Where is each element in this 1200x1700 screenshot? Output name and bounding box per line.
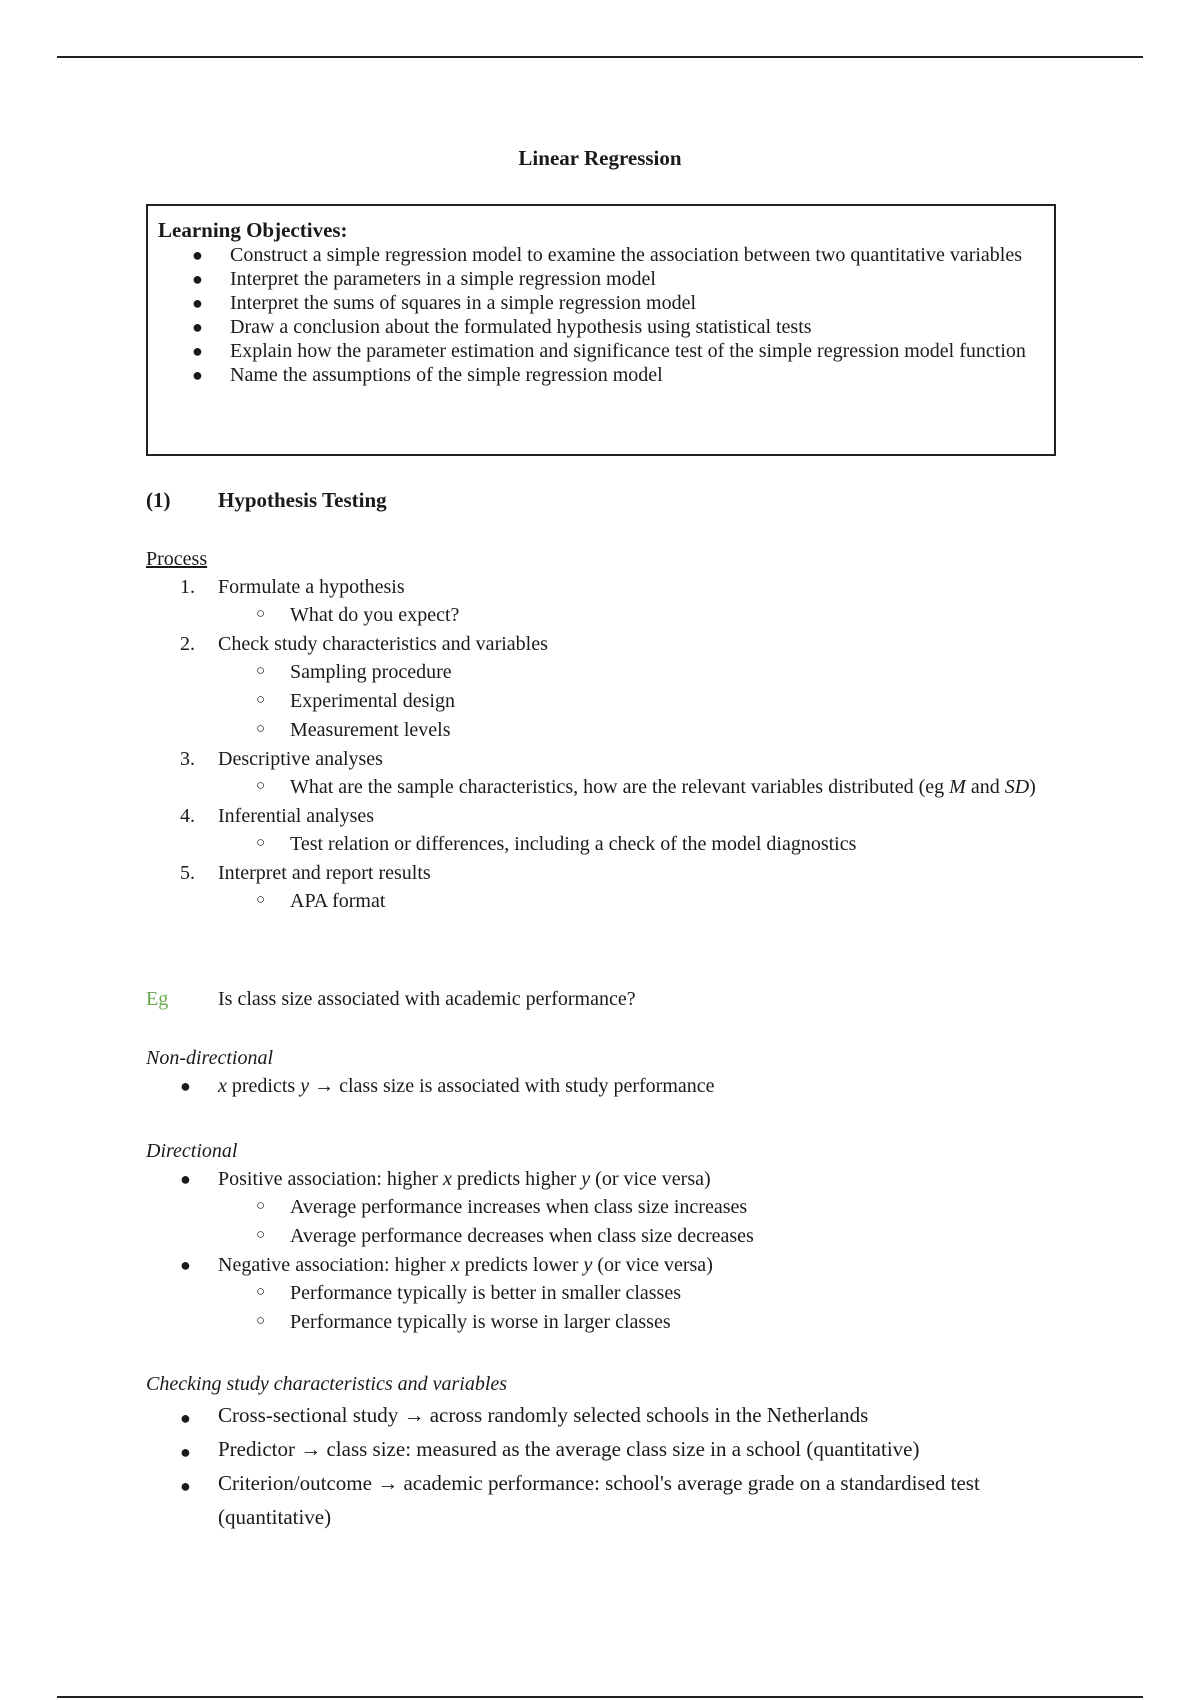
list-item: 1. Formulate a hypothesis ○ What do you expect? (146, 573, 1066, 630)
bullet-icon: ● (192, 317, 203, 337)
bullet-icon: ● (180, 1408, 191, 1428)
list-item: 3. Descriptive analyses ○ What are the sample characteristics, how are the relevant variables distributed (eg M and SD) (146, 745, 1066, 802)
example-line (146, 985, 1066, 1013)
list-item: ○ Performance typically is better in smaller classes (146, 1279, 1066, 1308)
list-item: ○ Experimental design (146, 687, 1066, 716)
process-heading: Process (146, 548, 208, 570)
nondirectional-heading: Non-directional (146, 1047, 274, 1069)
top-rule (57, 56, 1143, 58)
list-item: ○ What are the sample characteristics, how are the relevant variables distributed (eg M and SD) (146, 773, 1066, 802)
bullet-icon: ● (192, 293, 203, 313)
bullet-icon: ● (192, 341, 203, 361)
objectives-heading: Learning Objectives: (158, 218, 348, 242)
objectives-list (158, 243, 1044, 387)
bullet-icon: ● (180, 1442, 191, 1462)
checking-section (146, 1370, 1066, 1534)
circle-bullet-icon: ○ (256, 835, 266, 851)
directional-section (146, 1137, 1066, 1337)
bullet-icon: ● (192, 245, 203, 265)
list-item: ● Positive association: higher x predicts higher y (or vice versa) ○ Average performance increases when class size increases ○ Average performance decreases when class size decreases (146, 1165, 1066, 1251)
list-item: ● Criterion/outcome → academic performance: school's average grade on a standardised test (quantitative) (180, 1471, 980, 1529)
circle-bullet-icon: ○ (256, 663, 266, 679)
section-heading (146, 488, 1066, 513)
example-question: Is class size associated with academic performance? (218, 988, 636, 1010)
list-item: ● Interpret the parameters in a simple regression model (192, 268, 656, 290)
list-item: ○ What do you expect? (146, 601, 1066, 630)
learning-objectives-box (146, 204, 1056, 456)
bullet-icon: ● (180, 1255, 191, 1275)
list-item: ○ Average performance increases when class size increases (146, 1193, 1066, 1222)
section-title: Hypothesis Testing (218, 488, 387, 512)
circle-bullet-icon: ○ (256, 778, 266, 794)
list-item: ● x predicts y → class size is associated with study performance (146, 1072, 1066, 1100)
list-item: ○ Sampling procedure (146, 658, 1066, 687)
bullet-icon: ● (180, 1476, 191, 1496)
bullet-icon: ● (180, 1076, 191, 1096)
circle-bullet-icon: ○ (256, 1284, 266, 1300)
document-title: Linear Regression (518, 146, 682, 170)
list-item: ○ Performance typically is worse in larger classes (146, 1308, 1066, 1337)
checking-heading: Checking study characteristics and variables (146, 1373, 508, 1395)
bottom-rule (57, 1696, 1143, 1698)
list-item: ● Interpret the sums of squares in a simple regression model (192, 292, 696, 314)
list-item: ○ APA format (146, 887, 1066, 916)
list-item: ● Explain how the parameter estimation and significance test of the simple regression model function (192, 340, 1026, 362)
circle-bullet-icon: ○ (256, 606, 266, 622)
bullet-icon: ● (180, 1169, 191, 1189)
directional-heading: Directional (146, 1140, 238, 1162)
example-label: Eg (146, 988, 169, 1010)
list-item: ● Name the assumptions of the simple regression model (192, 364, 663, 386)
list-item: ● Predictor → class size: measured as the average class size in a school (quantitative) (146, 1432, 1066, 1466)
list-item: 2. Check study characteristics and variables ○ Sampling procedure ○ Experimental design ○ Measurement levels (146, 630, 1066, 745)
list-item: ● Cross-sectional study → across randomly selected schools in the Netherlands (146, 1398, 1066, 1432)
circle-bullet-icon: ○ (256, 892, 266, 908)
list-item: ○ Test relation or differences, including a check of the model diagnostics (146, 830, 1066, 859)
circle-bullet-icon: ○ (256, 1313, 266, 1329)
list-item: ○ Average performance decreases when class size decreases (146, 1222, 1066, 1251)
circle-bullet-icon: ○ (256, 721, 266, 737)
bullet-icon: ● (192, 365, 203, 385)
process-steps (146, 573, 1066, 916)
bullet-icon: ● (192, 269, 203, 289)
list-item: ● Negative association: higher x predicts lower y (or vice versa) ○ Performance typically is better in smaller classes ○ Performance typically is worse in larger classes (146, 1251, 1066, 1337)
list-item: ● Construct a simple regression model to examine the association between two quantitative variables (192, 244, 1023, 266)
process-section (146, 545, 1066, 916)
circle-bullet-icon: ○ (256, 1227, 266, 1243)
section-number: (1) (146, 488, 171, 512)
circle-bullet-icon: ○ (256, 1198, 266, 1214)
nondirectional-section (146, 1044, 1066, 1100)
circle-bullet-icon: ○ (256, 692, 266, 708)
list-item: ● Draw a conclusion about the formulated hypothesis using statistical tests (192, 316, 812, 338)
list-item: 5. Interpret and report results ○ APA format (146, 859, 1066, 916)
list-item: ○ Measurement levels (146, 716, 1066, 745)
list-item: 4. Inferential analyses ○ Test relation or differences, including a check of the model diagnostics (146, 802, 1066, 859)
